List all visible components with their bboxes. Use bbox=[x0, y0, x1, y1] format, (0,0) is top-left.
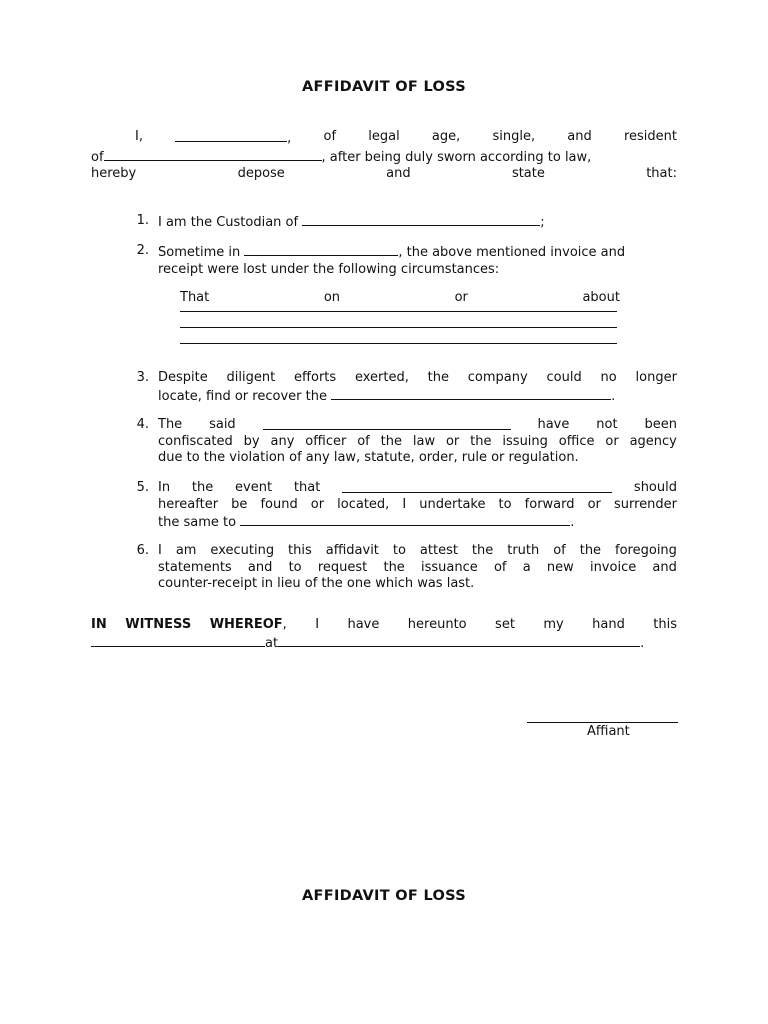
affiant-label: Affiant bbox=[587, 724, 630, 739]
date-blank[interactable] bbox=[244, 243, 398, 256]
place-blank[interactable] bbox=[278, 634, 640, 647]
item-blank[interactable] bbox=[263, 417, 511, 430]
circumstance-line[interactable] bbox=[180, 311, 617, 312]
intro-line-1: I, , of legal age, single, and resident bbox=[135, 129, 677, 146]
residence-blank[interactable] bbox=[104, 148, 322, 161]
name-blank[interactable] bbox=[175, 129, 287, 142]
intro-line-3: hereby depose and state that: bbox=[91, 166, 677, 181]
custodian-blank[interactable] bbox=[302, 213, 540, 226]
circumstances-block: That on or about bbox=[180, 290, 620, 344]
circumstance-line[interactable] bbox=[180, 343, 617, 344]
event-blank[interactable] bbox=[342, 480, 612, 493]
signature-line[interactable] bbox=[527, 722, 678, 723]
intro-line-2: of , after being duly sworn according to law, bbox=[91, 149, 592, 165]
document-title: AFFIDAVIT OF LOSS bbox=[302, 79, 466, 95]
recover-blank[interactable] bbox=[331, 387, 611, 400]
circumstance-line[interactable] bbox=[180, 327, 617, 328]
intro-paragraph bbox=[91, 129, 677, 183]
day-blank[interactable] bbox=[91, 634, 265, 647]
forward-to-blank[interactable] bbox=[240, 513, 570, 526]
second-document-title: AFFIDAVIT OF LOSS bbox=[302, 888, 466, 904]
witness-paragraph: IN WITNESS WHEREOF, I have hereunto set my hand this at . bbox=[91, 617, 677, 651]
